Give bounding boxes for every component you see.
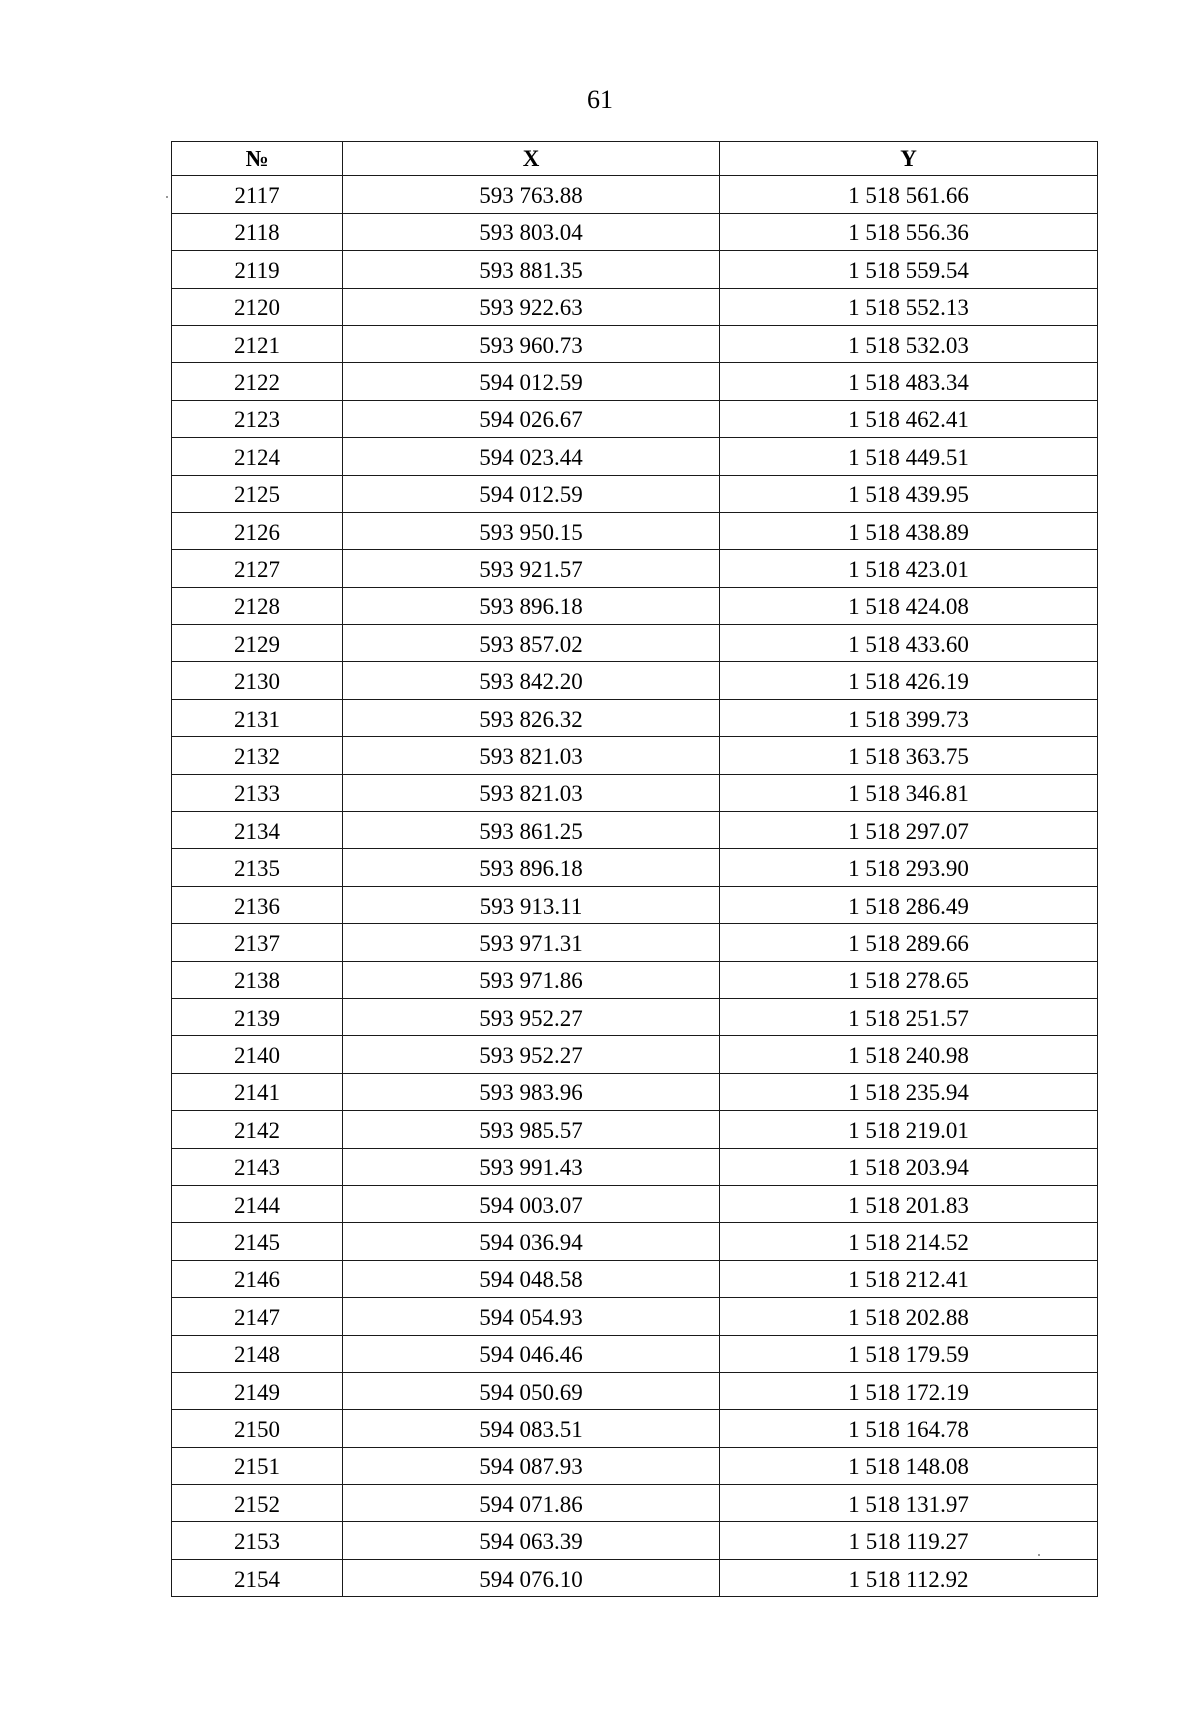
cell-y: 1 518 203.94 [720, 1148, 1098, 1185]
cell-number: 2133 [172, 774, 343, 811]
cell-x: 594 036.94 [343, 1223, 720, 1260]
cell-number: 2149 [172, 1372, 343, 1409]
table-row [172, 1148, 1098, 1185]
table-row [172, 1335, 1098, 1372]
table-row [172, 812, 1098, 849]
cell-y: 1 518 483.34 [720, 363, 1098, 400]
cell-y: 1 518 552.13 [720, 288, 1098, 325]
cell-number: 2150 [172, 1410, 343, 1447]
cell-y: 1 518 426.19 [720, 662, 1098, 699]
cell-x: 593 922.63 [343, 288, 720, 325]
cell-y: 1 518 423.01 [720, 550, 1098, 587]
cell-y: 1 518 131.97 [720, 1485, 1098, 1522]
cell-x: 594 026.67 [343, 400, 720, 437]
table-row [172, 1298, 1098, 1335]
cell-number: 2123 [172, 400, 343, 437]
cell-x: 594 003.07 [343, 1185, 720, 1222]
cell-y: 1 518 532.03 [720, 325, 1098, 362]
cell-number: 2148 [172, 1335, 343, 1372]
cell-x: 593 842.20 [343, 662, 720, 699]
cell-number: 2141 [172, 1073, 343, 1110]
cell-x: 593 763.88 [343, 176, 720, 213]
cell-x: 593 821.03 [343, 774, 720, 811]
cell-x: 594 046.46 [343, 1335, 720, 1372]
cell-y: 1 518 286.49 [720, 886, 1098, 923]
table-row [172, 587, 1098, 624]
table-row [172, 699, 1098, 736]
cell-number: 2131 [172, 699, 343, 736]
table-row [172, 438, 1098, 475]
cell-y: 1 518 202.88 [720, 1298, 1098, 1335]
cell-number: 2153 [172, 1522, 343, 1559]
cell-number: 2125 [172, 475, 343, 512]
cell-x: 593 960.73 [343, 325, 720, 362]
cell-x: 593 821.03 [343, 737, 720, 774]
cell-number: 2152 [172, 1485, 343, 1522]
cell-x: 593 803.04 [343, 213, 720, 250]
table-row [172, 961, 1098, 998]
table-row [172, 288, 1098, 325]
cell-number: 2122 [172, 363, 343, 400]
cell-y: 1 518 212.41 [720, 1260, 1098, 1297]
table-row [172, 1185, 1098, 1222]
cell-number: 2146 [172, 1260, 343, 1297]
table-row [172, 1036, 1098, 1073]
cell-x: 593 857.02 [343, 625, 720, 662]
cell-y: 1 518 293.90 [720, 849, 1098, 886]
table-row [172, 1485, 1098, 1522]
cell-number: 2136 [172, 886, 343, 923]
column-header-number: № [172, 142, 343, 176]
table-row [172, 1522, 1098, 1559]
table-row [172, 774, 1098, 811]
cell-y: 1 518 439.95 [720, 475, 1098, 512]
cell-y: 1 518 438.89 [720, 512, 1098, 549]
cell-x: 593 896.18 [343, 849, 720, 886]
cell-number: 2120 [172, 288, 343, 325]
cell-y: 1 518 164.78 [720, 1410, 1098, 1447]
cell-x: 593 985.57 [343, 1111, 720, 1148]
cell-y: 1 518 240.98 [720, 1036, 1098, 1073]
cell-x: 593 881.35 [343, 251, 720, 288]
table-row [172, 625, 1098, 662]
cell-x: 593 971.86 [343, 961, 720, 998]
table-row [172, 886, 1098, 923]
cell-y: 1 518 172.19 [720, 1372, 1098, 1409]
cell-x: 593 991.43 [343, 1148, 720, 1185]
cell-x: 594 048.58 [343, 1260, 720, 1297]
cell-number: 2138 [172, 961, 343, 998]
cell-y: 1 518 179.59 [720, 1335, 1098, 1372]
cell-y: 1 518 219.01 [720, 1111, 1098, 1148]
cell-y: 1 518 462.41 [720, 400, 1098, 437]
cell-number: 2119 [172, 251, 343, 288]
cell-y: 1 518 214.52 [720, 1223, 1098, 1260]
cell-x: 593 913.11 [343, 886, 720, 923]
table-row [172, 512, 1098, 549]
cell-y: 1 518 148.08 [720, 1447, 1098, 1484]
cell-number: 2117 [172, 176, 343, 213]
cell-y: 1 518 201.83 [720, 1185, 1098, 1222]
table-row [172, 1260, 1098, 1297]
table-row [172, 924, 1098, 961]
cell-y: 1 518 561.66 [720, 176, 1098, 213]
cell-number: 2130 [172, 662, 343, 699]
cell-y: 1 518 297.07 [720, 812, 1098, 849]
table-row [172, 737, 1098, 774]
cell-x: 593 952.27 [343, 998, 720, 1035]
cell-x: 594 083.51 [343, 1410, 720, 1447]
cell-number: 2118 [172, 213, 343, 250]
cell-number: 2126 [172, 512, 343, 549]
cell-number: 2135 [172, 849, 343, 886]
cell-number: 2143 [172, 1148, 343, 1185]
cell-x: 594 023.44 [343, 438, 720, 475]
cell-number: 2139 [172, 998, 343, 1035]
cell-x: 593 896.18 [343, 587, 720, 624]
cell-y: 1 518 346.81 [720, 774, 1098, 811]
cell-x: 594 063.39 [343, 1522, 720, 1559]
table-row [172, 662, 1098, 699]
table-row [172, 363, 1098, 400]
cell-x: 594 050.69 [343, 1372, 720, 1409]
cell-number: 2145 [172, 1223, 343, 1260]
cell-y: 1 518 399.73 [720, 699, 1098, 736]
cell-number: 2144 [172, 1185, 343, 1222]
coordinates-table [171, 141, 1098, 1597]
cell-number: 2128 [172, 587, 343, 624]
cell-x: 593 983.96 [343, 1073, 720, 1110]
table-row [172, 998, 1098, 1035]
cell-y: 1 518 278.65 [720, 961, 1098, 998]
cell-y: 1 518 251.57 [720, 998, 1098, 1035]
cell-y: 1 518 235.94 [720, 1073, 1098, 1110]
cell-x: 593 921.57 [343, 550, 720, 587]
cell-y: 1 518 433.60 [720, 625, 1098, 662]
table-row [172, 475, 1098, 512]
page-number: 61 [587, 85, 613, 114]
cell-number: 2121 [172, 325, 343, 362]
cell-number: 2142 [172, 1111, 343, 1148]
cell-x: 594 087.93 [343, 1447, 720, 1484]
cell-x: 593 861.25 [343, 812, 720, 849]
cell-x: 593 826.32 [343, 699, 720, 736]
scan-speck [166, 196, 168, 198]
cell-number: 2132 [172, 737, 343, 774]
table-row [172, 213, 1098, 250]
table-row [172, 550, 1098, 587]
table-row [172, 1559, 1098, 1596]
cell-y: 1 518 289.66 [720, 924, 1098, 961]
table-header-row [172, 142, 1098, 176]
column-header-y: Y [720, 142, 1098, 176]
cell-y: 1 518 112.92 [720, 1559, 1098, 1596]
table-row [172, 1073, 1098, 1110]
table-row [172, 1372, 1098, 1409]
cell-x: 594 076.10 [343, 1559, 720, 1596]
cell-x: 593 952.27 [343, 1036, 720, 1073]
table-row [172, 1447, 1098, 1484]
cell-y: 1 518 424.08 [720, 587, 1098, 624]
cell-number: 2140 [172, 1036, 343, 1073]
cell-number: 2151 [172, 1447, 343, 1484]
cell-x: 594 071.86 [343, 1485, 720, 1522]
table-row [172, 251, 1098, 288]
table-row [172, 1410, 1098, 1447]
cell-number: 2124 [172, 438, 343, 475]
cell-y: 1 518 119.27 [720, 1522, 1098, 1559]
cell-x: 594 012.59 [343, 475, 720, 512]
cell-number: 2127 [172, 550, 343, 587]
table-row [172, 849, 1098, 886]
table-row [172, 176, 1098, 213]
column-header-x: X [343, 142, 720, 176]
cell-x: 593 950.15 [343, 512, 720, 549]
cell-x: 593 971.31 [343, 924, 720, 961]
cell-number: 2129 [172, 625, 343, 662]
table-row [172, 1111, 1098, 1148]
table-row [172, 1223, 1098, 1260]
cell-number: 2147 [172, 1298, 343, 1335]
cell-number: 2137 [172, 924, 343, 961]
table-row [172, 400, 1098, 437]
cell-x: 594 012.59 [343, 363, 720, 400]
table-body [172, 176, 1098, 1597]
cell-y: 1 518 449.51 [720, 438, 1098, 475]
cell-number: 2134 [172, 812, 343, 849]
cell-y: 1 518 363.75 [720, 737, 1098, 774]
cell-y: 1 518 559.54 [720, 251, 1098, 288]
cell-y: 1 518 556.36 [720, 213, 1098, 250]
cell-x: 594 054.93 [343, 1298, 720, 1335]
cell-number: 2154 [172, 1559, 343, 1596]
table-row [172, 325, 1098, 362]
